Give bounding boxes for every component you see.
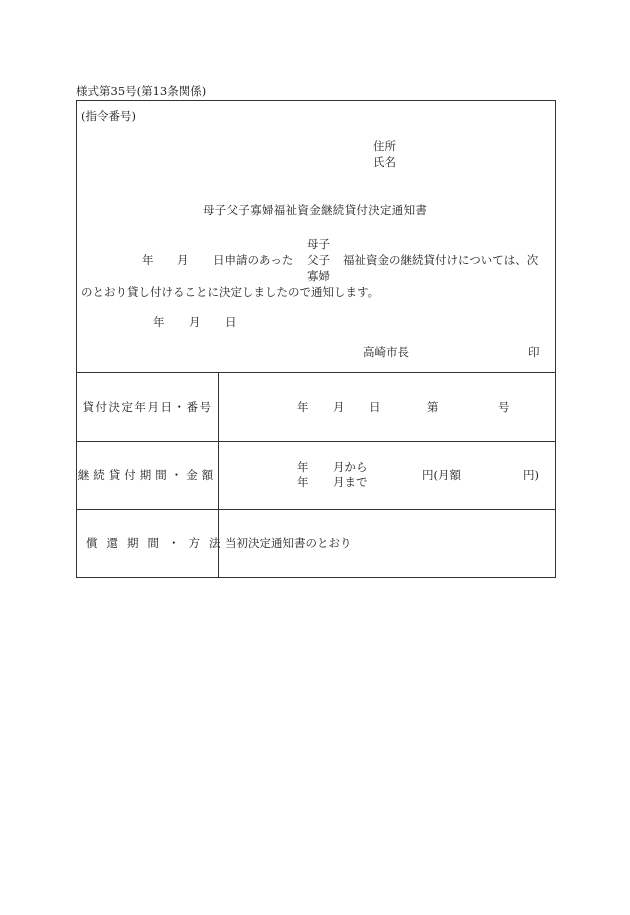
issue-month: 月 bbox=[189, 315, 201, 329]
issue-day: 日 bbox=[225, 315, 237, 329]
directive-number-label: (指令番号) bbox=[81, 109, 136, 123]
body-line-1: 福祉資金の継続貸付けについては、次 bbox=[343, 253, 539, 267]
document-title: 母子父子寡婦福祉資金継続貸付決定通知書 bbox=[203, 203, 428, 217]
form-number: 様式第35号(第13条関係) bbox=[76, 84, 207, 98]
issue-year: 年 bbox=[153, 315, 165, 329]
category-option-boshi: 母子 bbox=[307, 237, 330, 251]
category-option-fushi: 父子 bbox=[307, 253, 330, 267]
loan-decision-label: 貸付決定年月日・番号 bbox=[82, 400, 213, 414]
loan-decision-number-prefix: 第 bbox=[427, 400, 439, 414]
details-table bbox=[76, 373, 556, 578]
loan-decision-day: 日 bbox=[369, 400, 381, 414]
issuer-name: 高崎市長 bbox=[363, 345, 409, 359]
loan-decision-month: 月 bbox=[333, 400, 345, 414]
repayment-value: 当初決定通知書のとおり bbox=[225, 536, 352, 550]
table-row-divider bbox=[77, 441, 555, 442]
period-to-month: 月まで bbox=[333, 475, 368, 489]
name-label: 氏名 bbox=[373, 155, 396, 169]
repayment-label: 償還期間・方法 bbox=[86, 536, 230, 550]
amount-yen-monthly: 円(月額 bbox=[422, 468, 461, 482]
period-from-month: 月から bbox=[333, 460, 368, 474]
loan-decision-year: 年 bbox=[297, 400, 309, 414]
period-to-year: 年 bbox=[297, 475, 309, 489]
seal-mark: 印 bbox=[528, 345, 540, 359]
application-month: 月 bbox=[177, 253, 189, 267]
loan-decision-number-suffix: 号 bbox=[498, 400, 510, 414]
period-from-year: 年 bbox=[297, 460, 309, 474]
body-line-2: のとおり貸し付けることに決定しましたので通知します。 bbox=[81, 285, 380, 299]
address-label: 住所 bbox=[373, 139, 396, 153]
application-day: 日申請のあった bbox=[213, 253, 294, 267]
notice-box bbox=[76, 100, 556, 373]
amount-yen-close: 円) bbox=[523, 468, 539, 482]
application-year: 年 bbox=[142, 253, 154, 267]
loan-period-amount-label: 継続貸付期間・金額 bbox=[77, 468, 218, 482]
table-row-divider bbox=[77, 509, 555, 510]
category-option-kafu: 寡婦 bbox=[307, 269, 330, 283]
